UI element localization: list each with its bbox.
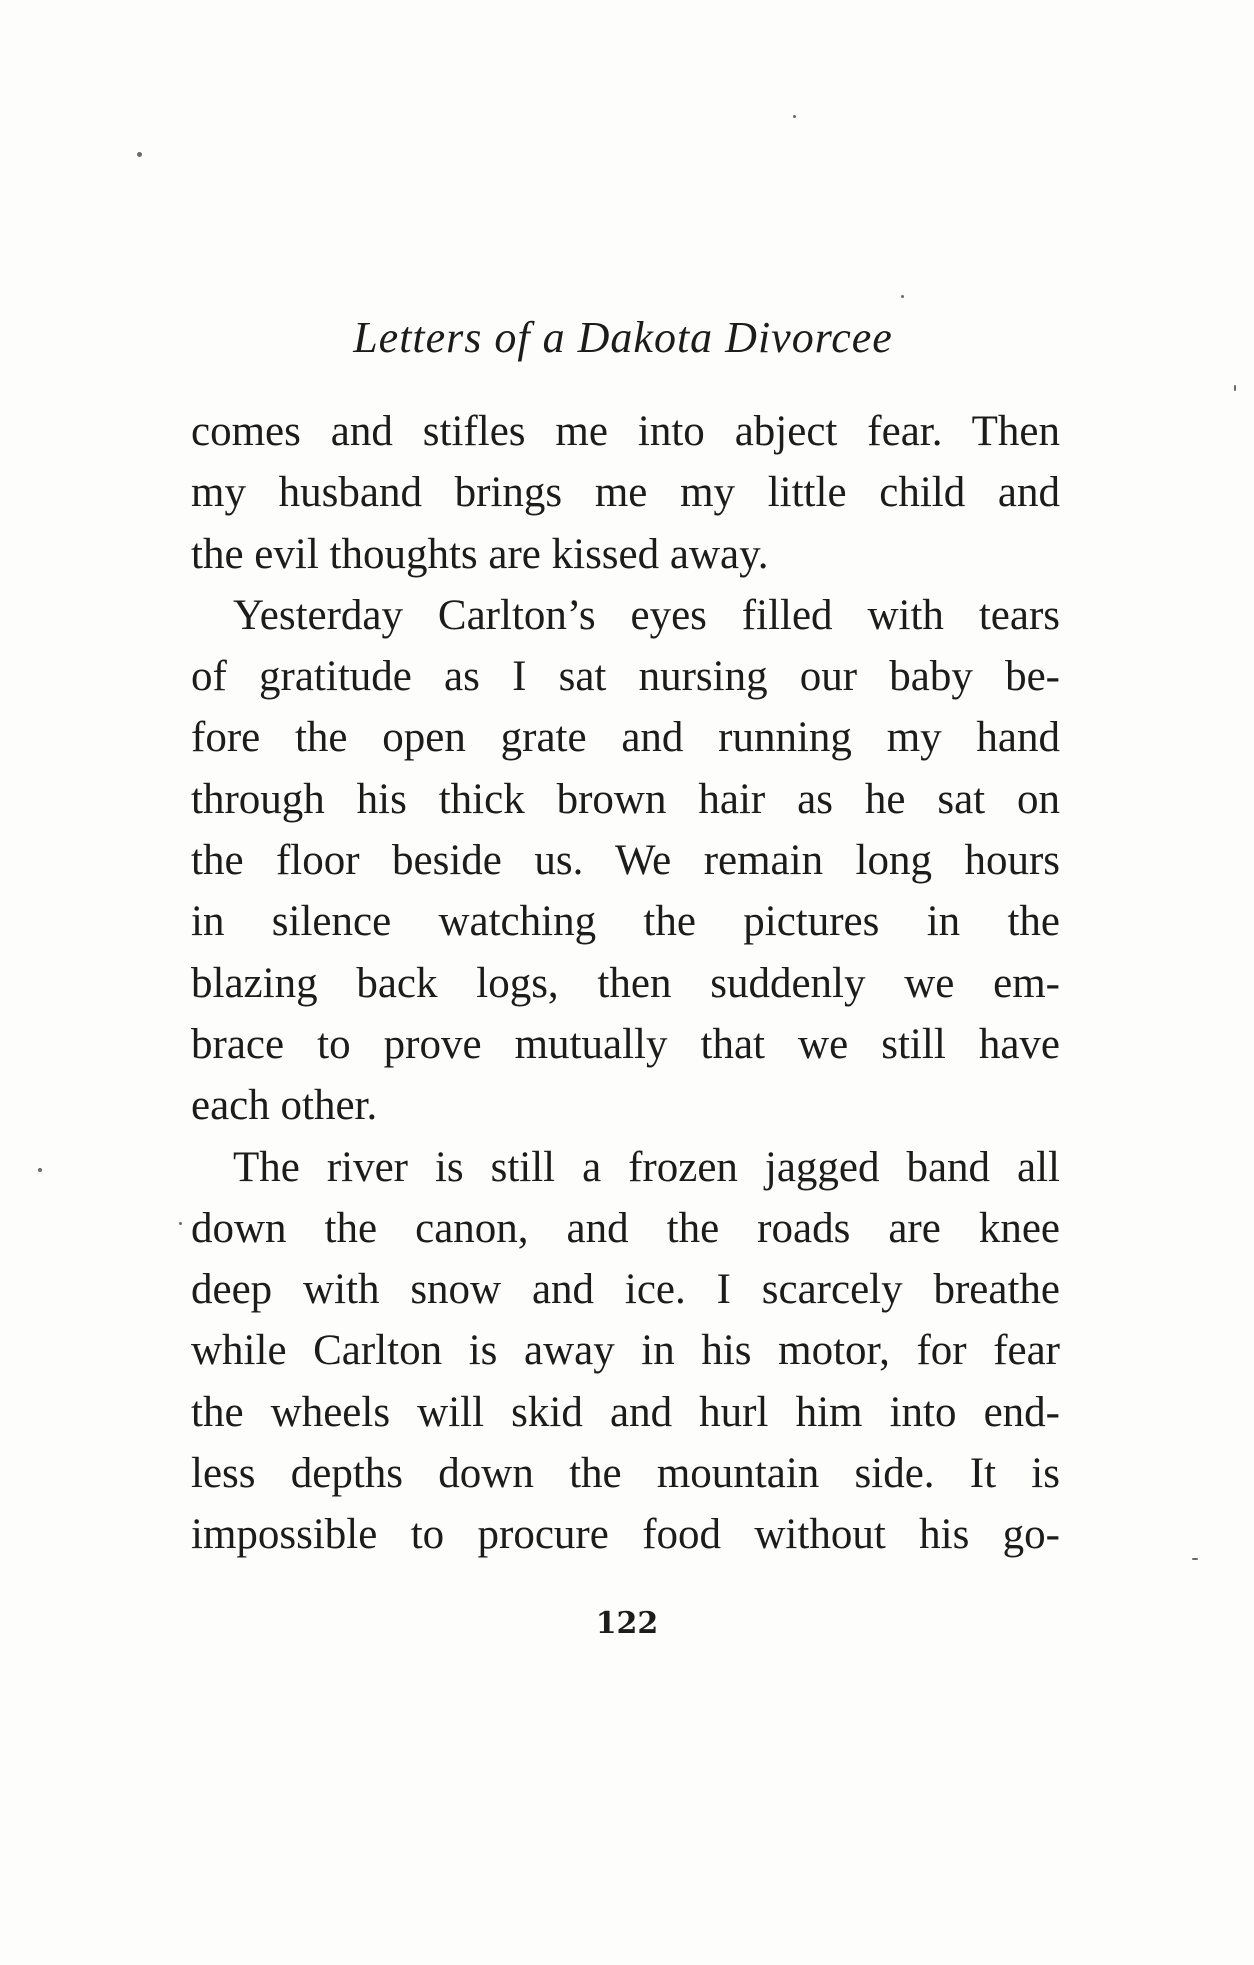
paragraph-2 (191, 585, 1060, 1137)
text-line: the floor beside us. We remain long hours (191, 837, 1060, 885)
text-line: less depths down the mountain side. It is (191, 1450, 1060, 1498)
text-line: blazing back logs, then suddenly we em- (191, 959, 1060, 1007)
page-number-text: 122 (595, 1606, 659, 1641)
running-head-text: Letters of a Dakota Divorcee (353, 313, 893, 362)
text-line: my husband brings me my little child and (191, 469, 1060, 517)
text-line: fore the open grate and running my hand (191, 714, 1060, 762)
text-line: while Carlton is away in his motor, for fear (191, 1327, 1060, 1375)
text-line: impossible to procure food without his go- (191, 1511, 1060, 1559)
text-line: through his thick brown hair as he sat on (191, 775, 1060, 823)
scan-speck (1234, 385, 1236, 391)
text-line: down the canon, and the roads are knee (191, 1204, 1060, 1252)
scan-speck (1192, 1558, 1198, 1560)
scan-speck (38, 1168, 42, 1172)
text-line: comes and stifles me into abject fear. Then (191, 408, 1060, 455)
paragraph-3 (191, 1137, 1060, 1566)
scan-speck (901, 295, 904, 298)
text-line: of gratitude as I sat nursing our baby be- (191, 653, 1060, 701)
body-text (191, 401, 1060, 1566)
text-line: Yesterday Carlton’s eyes filled with tears (233, 591, 1060, 639)
page-number (0, 1604, 1254, 1644)
text-line: deep with snow and ice. I scarcely breathe (191, 1266, 1060, 1314)
paragraph-1 (191, 401, 1060, 585)
text-line: in silence watching the pictures in the (191, 898, 1060, 946)
text-line: brace to prove mutually that we still have (191, 1020, 1060, 1068)
text-line: The river is still a frozen jagged band all (233, 1143, 1060, 1191)
running-head (0, 308, 1254, 368)
text-line: the wheels will skid and hurl him into end- (191, 1388, 1060, 1436)
scan-speck (793, 115, 796, 118)
scan-speck (179, 1222, 182, 1225)
text-line: each other. (191, 1082, 378, 1130)
text-line: the evil thoughts are kissed away. (191, 530, 769, 578)
scan-speck (137, 152, 142, 157)
